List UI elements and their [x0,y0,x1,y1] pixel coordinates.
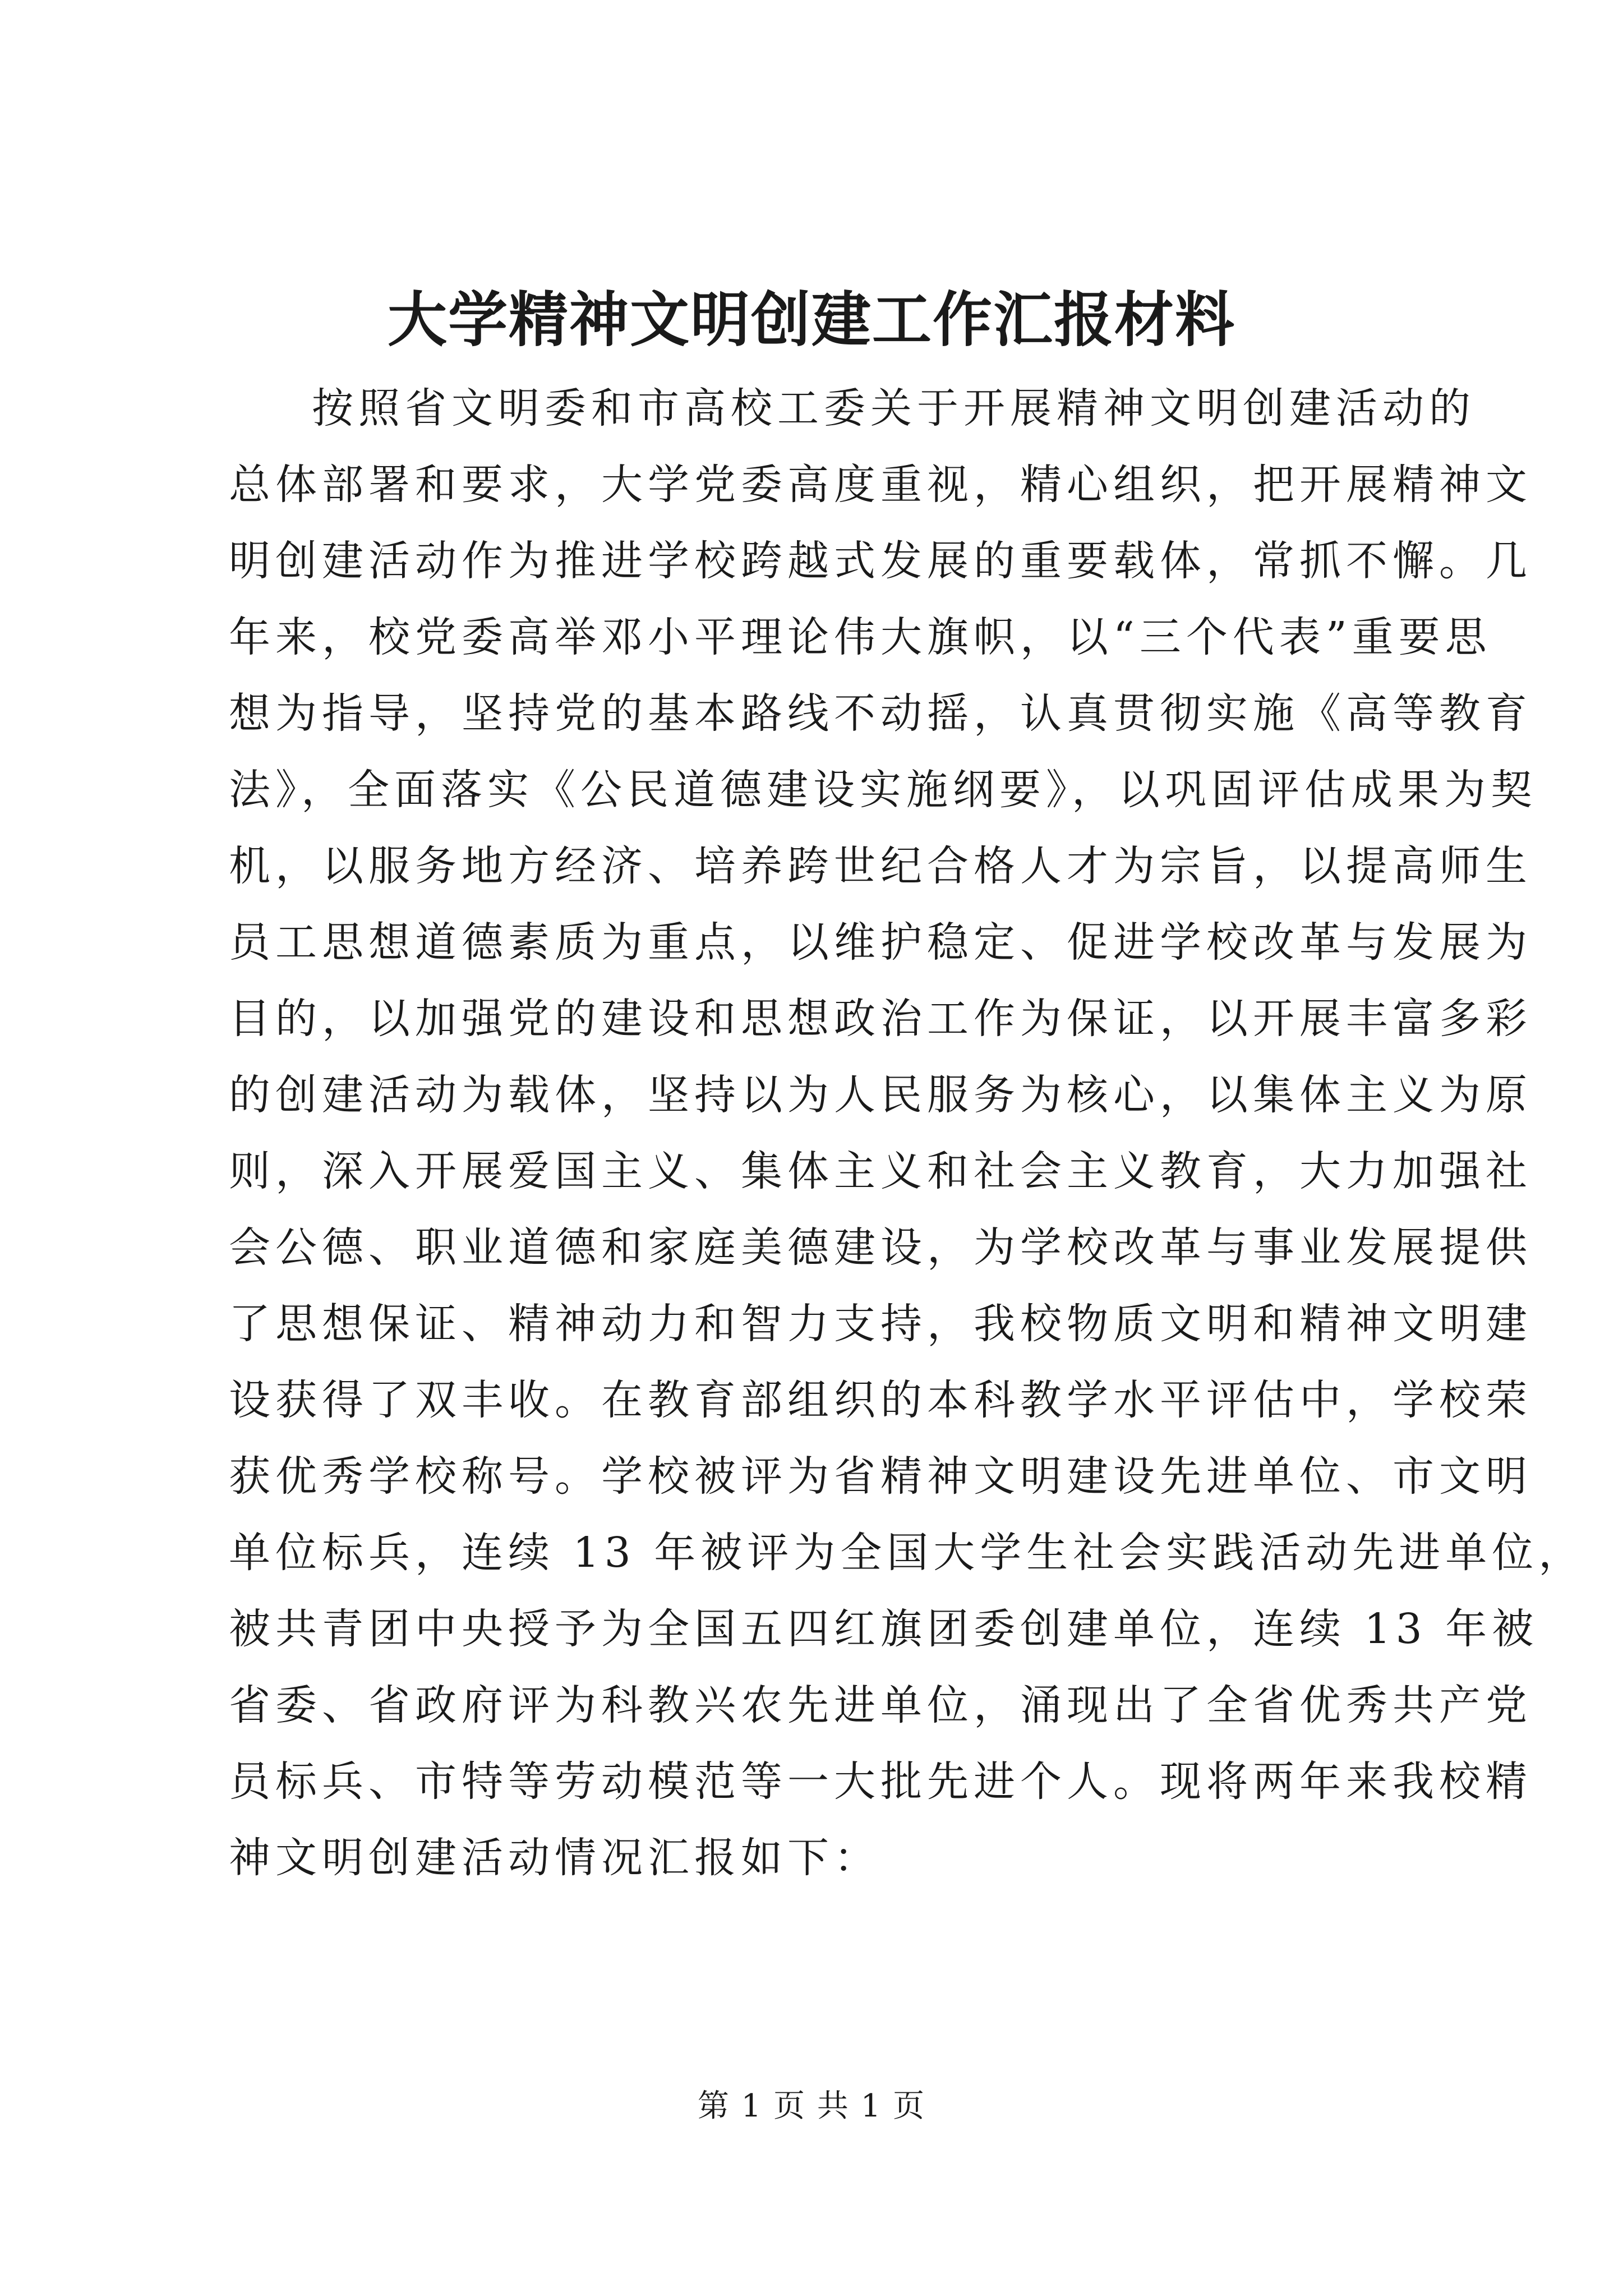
body-line: 明创建活动作为推进学校跨越式发展的重要载体，常抓不懈。几 [229,537,1532,585]
body-line: 单位标兵，连续 13 年被评为全国大学生社会实践活动先进单位， [229,1529,1585,1577]
body-line: 则，深入开展爱国主义、集体主义和社会主义教育，大力加强社 [229,1147,1532,1195]
body-line: 的创建活动为载体，坚持以为人民服务为核心，以集体主义为原 [229,1071,1532,1119]
body-line: 设获得了双丰收。在教育部组织的本科教学水平评估中，学校荣 [229,1376,1532,1424]
body-line: 总体部署和要求，大学党委高度重视，精心组织，把开展精神文 [229,461,1532,509]
body-line: 会公德、职业道德和家庭美德建设，为学校改革与事业发展提供 [229,1223,1532,1272]
body-line: 员标兵、市特等劳动模范等一大批先进个人。现将两年来我校精 [229,1757,1532,1806]
body-line: 法》，全面落实《公民道德建设实施纲要》，以巩固评估成果为契 [229,766,1537,814]
page-number-footer: 第 1 页 共 1 页 [697,2088,926,2124]
body-line: 神文明创建活动情况汇报如下： [229,1834,880,1882]
body-line: 按照省文明委和市高校工委关于开展精神文明创建活动的 [312,384,1476,432]
document-title: 大学精神文明创建工作汇报材料 [388,284,1235,355]
body-line: 员工思想道德素质为重点，以维护稳定、促进学校改革与发展为 [229,918,1532,967]
body-line: 想为指导，坚持党的基本路线不动摇，认真贯彻实施《高等教育 [229,689,1532,738]
body-line: 被共青团中央授予为全国五四红旗团委创建单位，连续 13 年被 [229,1605,1539,1653]
body-line: 获优秀学校称号。学校被评为省精神文明建设先进单位、市文明 [229,1452,1532,1501]
body-line: 机，以服务地方经济、培养跨世纪合格人才为宗旨，以提高师生 [229,842,1532,890]
document-body [229,370,1585,1896]
body-line: 了思想保证、精神动力和智力支持，我校物质文明和精神文明建 [229,1300,1532,1348]
body-line: 年来，校党委高举邓小平理论伟大旗帜，以“三个代表”重要思 [229,613,1492,661]
body-line: 省委、省政府评为科教兴农先进单位，涌现出了全省优秀共产党 [229,1681,1532,1729]
body-line: 目的，以加强党的建设和思想政治工作为保证，以开展丰富多彩 [229,995,1532,1043]
